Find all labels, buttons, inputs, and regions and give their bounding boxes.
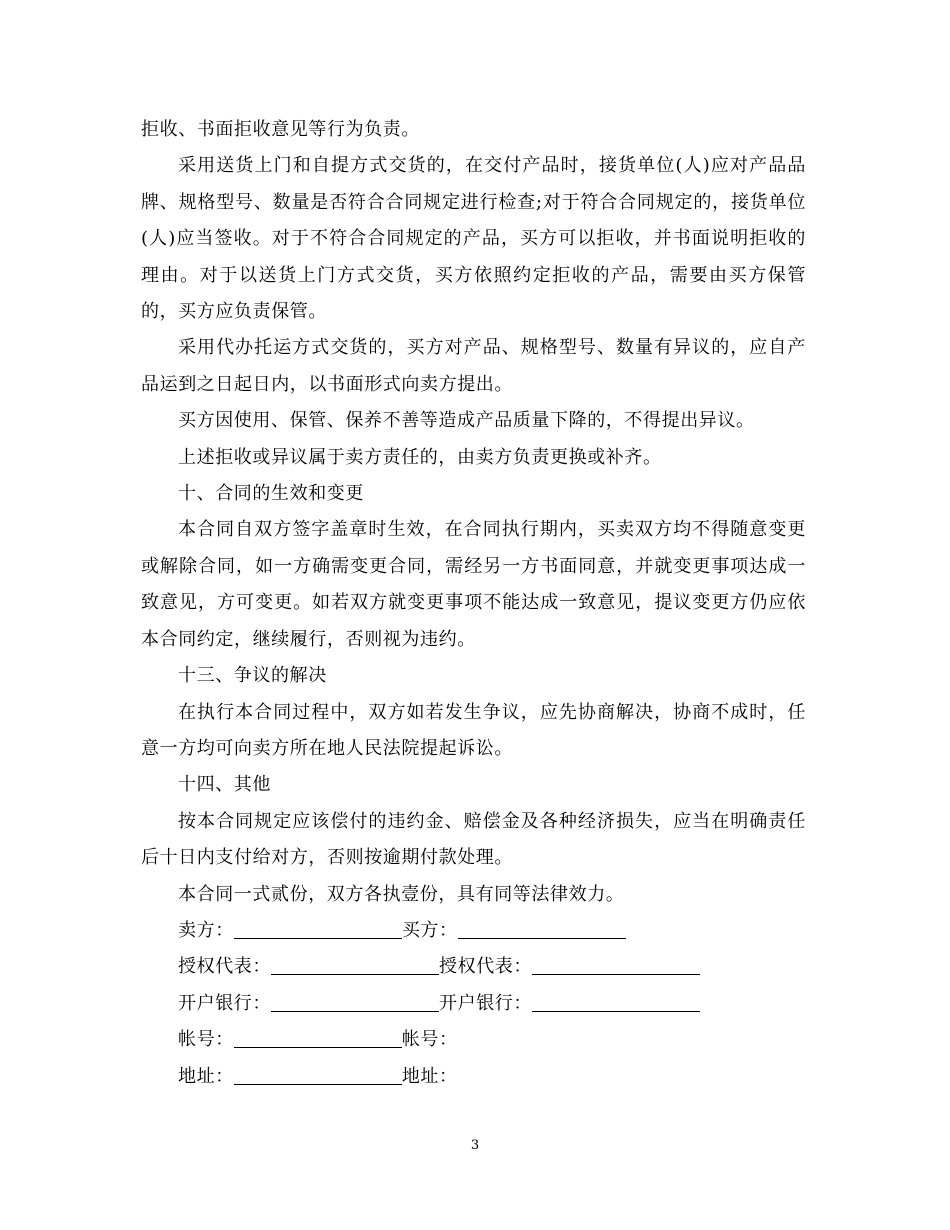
paragraph-rejection-responsibility: 拒收、书面拒收意见等行为负责。: [141, 119, 420, 140]
paragraph-seller-responsibility: 上述拒收或异议属于卖方责任的，由卖方负责更换或补齐。: [178, 446, 662, 468]
seller-label: 卖方：: [178, 919, 234, 941]
section-heading-other: 十四、其他: [178, 774, 271, 796]
signature-row-representative: [141, 949, 806, 985]
seller-account-line: [234, 1029, 402, 1048]
seller-address-label: 地址：: [178, 1065, 234, 1087]
paragraph-delivery-inspection: 采用送货上门和自提方式交货的，在交付产品时，接货单位(人)应对产品品牌、规格型号、数量是否符合合同规定进行检查;对于符合合同规定的，接货单位(人)应当签收。对于不符合合同规定的产品，买方可以拒收，并书面说明拒收的理由。对于以送货上门方式交货，买方依照约定拒收的产品，需要由买方保管的，买方应负责保管。: [141, 155, 806, 323]
buyer-label: 买方：: [401, 919, 458, 941]
buyer-account-label: 帐号：: [401, 1029, 458, 1051]
seller-bank-label: 开户银行：: [178, 992, 271, 1014]
seller-representative-label: 授权代表：: [178, 956, 271, 978]
signature-row-address: [141, 1059, 806, 1095]
page-number: 3: [470, 1138, 480, 1153]
buyer-bank-label: 开户银行：: [439, 992, 532, 1014]
seller-account-label: 帐号：: [178, 1029, 234, 1051]
section-heading-effect-change: 十、合同的生效和变更: [178, 483, 364, 505]
paragraph-compensation: 按本合同规定应该偿付的违约金、赔偿金及各种经济损失，应当在明确责任后十日内支付给对方，否则按逾期付款处理。: [141, 810, 806, 869]
buyer-representative-line: [532, 956, 700, 975]
signature-row-account: [141, 1022, 806, 1058]
buyer-address-label: 地址：: [401, 1065, 458, 1087]
signature-row-parties: [141, 913, 806, 949]
signature-row-bank: [141, 986, 806, 1022]
paragraph-dispute-resolution: 在执行本合同过程中，双方如若发生争议，应先协商解决，协商不成时，任意一方均可向卖方所在地人民法院提起诉讼。: [141, 701, 806, 759]
seller-bank-line: [271, 993, 439, 1012]
buyer-bank-line: [532, 993, 700, 1012]
paragraph-consignment-objection: 采用代办托运方式交货的，买方对产品、规格型号、数量有异议的，应自产品运到之日起日内，以书面形式向卖方提出。: [141, 337, 806, 395]
seller-representative-line: [271, 956, 439, 975]
seller-signature-line: [234, 920, 402, 939]
buyer-representative-label: 授权代表：: [439, 956, 532, 978]
seller-address-line: [234, 1066, 402, 1085]
document-body: [141, 112, 806, 1095]
paragraph-quality-decline: 买方因使用、保管、保养不善等造成产品质量下降的，不得提出异议。: [178, 410, 755, 432]
paragraph-contract-effect: 本合同自双方签字盖章时生效，在合同执行期内，买卖双方均不得随意变更或解除合同，如一方确需变更合同，需经另一方书面同意，并就变更事项达成一致意见，方可变更。如若双方就变更事项不能达成一致意见，提议变更方仍应依本合同约定，继续履行，否则视为违约。: [141, 519, 806, 650]
buyer-signature-line: [458, 920, 626, 939]
paragraph-copies: 本合同一式贰份，双方各执壹份，具有同等法律效力。: [178, 883, 625, 905]
section-heading-dispute: 十三、争议的解决: [178, 665, 327, 687]
